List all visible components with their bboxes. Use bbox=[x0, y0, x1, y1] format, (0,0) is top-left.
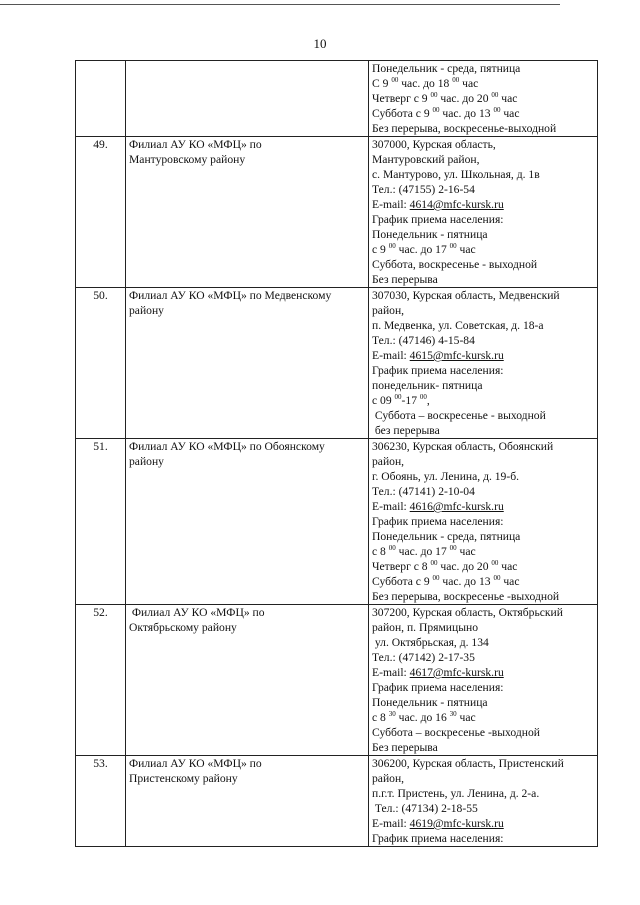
info-line: понедельник- пятница bbox=[372, 379, 483, 392]
info-line: с 8 $^{00}$ час. до 17 $^{00}$ час bbox=[372, 544, 476, 558]
branch-name bbox=[126, 605, 369, 756]
table-body bbox=[76, 61, 598, 847]
info-line: Понедельник - среда, пятница bbox=[372, 62, 521, 75]
email-line[interactable]: E-mail: 4615@mfc-kursk.ru bbox=[372, 349, 504, 362]
table-row bbox=[76, 61, 598, 137]
table-row bbox=[76, 439, 598, 605]
row-number: 51. bbox=[76, 439, 126, 605]
branch-name bbox=[126, 137, 369, 288]
branch-name bbox=[126, 439, 369, 605]
row-number bbox=[76, 61, 126, 137]
info-line: с 9 $^{00}$ час. до 17 $^{00}$ час bbox=[372, 242, 476, 256]
branch-name bbox=[126, 756, 369, 847]
email-line[interactable]: E-mail: 4616@mfc-kursk.ru bbox=[372, 500, 504, 513]
mfc-branches-table bbox=[75, 60, 598, 847]
info-line: район, bbox=[372, 304, 405, 317]
top-rule bbox=[0, 4, 560, 5]
info-line: 307000, Курская область, bbox=[372, 138, 496, 151]
row-number: 49. bbox=[76, 137, 126, 288]
branch-name-line: Филиал АУ КО «МФЦ» по bbox=[129, 757, 262, 770]
info-line: Без перерыва, воскресенье-выходной bbox=[372, 122, 557, 135]
info-line: п. Медвенка, ул. Советская, д. 18-а bbox=[372, 319, 544, 332]
info-line: 307200, Курская область, Октябрьский bbox=[372, 606, 563, 619]
info-line: 307030, Курская область, Медвенский bbox=[372, 289, 560, 302]
info-line: район, bbox=[372, 772, 405, 785]
info-line: п.г.т. Пристень, ул. Ленина, д. 2-а. bbox=[372, 787, 540, 800]
branch-name-line: Филиал АУ КО «МФЦ» по Обоянскому bbox=[129, 440, 325, 453]
info-line: с. Мантурово, ул. Школьная, д. 1в bbox=[372, 168, 540, 181]
info-line: Суббота с 9 $^{00}$ час. до 13 $^{00}$ час bbox=[372, 574, 520, 588]
info-line: Суббота с 9 $^{00}$ час. до 13 $^{00}$ час bbox=[372, 106, 520, 120]
branch-contact-info bbox=[369, 439, 598, 605]
info-line: Без перерыва bbox=[372, 273, 438, 286]
row-number: 53. bbox=[76, 756, 126, 847]
info-line: Тел.: (47134) 2-18-55 bbox=[372, 802, 478, 815]
email-line[interactable]: E-mail: 4619@mfc-kursk.ru bbox=[372, 817, 504, 830]
info-line: Четверг с 8 $^{00}$ час. до 20 $^{00}$ час bbox=[372, 559, 518, 573]
info-line: Тел.: (47141) 2-10-04 bbox=[372, 485, 475, 498]
branch-name-line: Филиал АУ КО «МФЦ» по bbox=[129, 138, 262, 151]
info-line: Тел.: (47155) 2-16-54 bbox=[372, 183, 475, 196]
branch-contact-info bbox=[369, 756, 598, 847]
info-line: Суббота – воскресенье -выходной bbox=[372, 726, 540, 739]
branch-contact-info bbox=[369, 137, 598, 288]
branch-name bbox=[126, 61, 369, 137]
branch-contact-info bbox=[369, 61, 598, 137]
email-line[interactable]: E-mail: 4617@mfc-kursk.ru bbox=[372, 666, 504, 679]
branch-contact-info bbox=[369, 605, 598, 756]
branch-name-line: Пристенскому району bbox=[129, 772, 238, 785]
table-row bbox=[76, 756, 598, 847]
branch-name-line: Октябрьскому району bbox=[129, 621, 237, 634]
info-line: район, п. Прямицыно bbox=[372, 621, 478, 634]
branch-name-line: Филиал АУ КО «МФЦ» по Медвенскому bbox=[129, 289, 332, 302]
branch-name-line: Мантуровскому району bbox=[129, 153, 246, 166]
info-line: с 8 $^{30}$ час. до 16 $^{30}$ час bbox=[372, 710, 476, 724]
info-line: Тел.: (47146) 4-15-84 bbox=[372, 334, 475, 347]
info-line: График приема населения: bbox=[372, 681, 504, 694]
row-number: 52. bbox=[76, 605, 126, 756]
table-row bbox=[76, 288, 598, 439]
info-line: Суббота, воскресенье - выходной bbox=[372, 258, 538, 271]
info-line: без перерыва bbox=[372, 424, 440, 437]
info-line: Суббота – воскресенье - выходной bbox=[372, 409, 546, 422]
info-line: Понедельник - пятница bbox=[372, 228, 488, 241]
info-line: 306230, Курская область, Обоянский bbox=[372, 440, 554, 453]
info-line: Тел.: (47142) 2-17-35 bbox=[372, 651, 475, 664]
info-line: Понедельник - пятница bbox=[372, 696, 488, 709]
page-number: 10 bbox=[313, 36, 327, 51]
info-line: График приема населения: bbox=[372, 515, 504, 528]
row-number: 50. bbox=[76, 288, 126, 439]
info-line: с 09 $^{00}$-17 $^{00}$, bbox=[372, 393, 430, 407]
table-row bbox=[76, 605, 598, 756]
info-line: Мантуровский район, bbox=[372, 153, 480, 166]
branch-name-line: району bbox=[129, 304, 164, 317]
info-line: График приема населения: bbox=[372, 213, 504, 226]
branch-name-line: Филиал АУ КО «МФЦ» по bbox=[129, 606, 265, 619]
info-line: 306200, Курская область, Пристенский bbox=[372, 757, 564, 770]
branch-name bbox=[126, 288, 369, 439]
info-line: Четверг с 9 $^{00}$ час. до 20 $^{00}$ час bbox=[372, 91, 518, 105]
info-line: С 9 $^{00}$ час. до 18 $^{00}$ час bbox=[372, 76, 479, 90]
branch-name-line: району bbox=[129, 455, 164, 468]
branch-contact-info bbox=[369, 288, 598, 439]
info-line: район, bbox=[372, 455, 405, 468]
table-row bbox=[76, 137, 598, 288]
info-line: График приема населения: bbox=[372, 364, 504, 377]
info-line: График приема населения: bbox=[372, 832, 504, 845]
info-line: г. Обоянь, ул. Ленина, д. 19-б. bbox=[372, 470, 520, 483]
info-line: ул. Октябрьская, д. 134 bbox=[372, 636, 489, 649]
email-line[interactable]: E-mail: 4614@mfc-kursk.ru bbox=[372, 198, 504, 211]
info-line: Без перерыва, воскресенье -выходной bbox=[372, 590, 560, 603]
info-line: Без перерыва bbox=[372, 741, 438, 754]
info-line: Понедельник - среда, пятница bbox=[372, 530, 521, 543]
